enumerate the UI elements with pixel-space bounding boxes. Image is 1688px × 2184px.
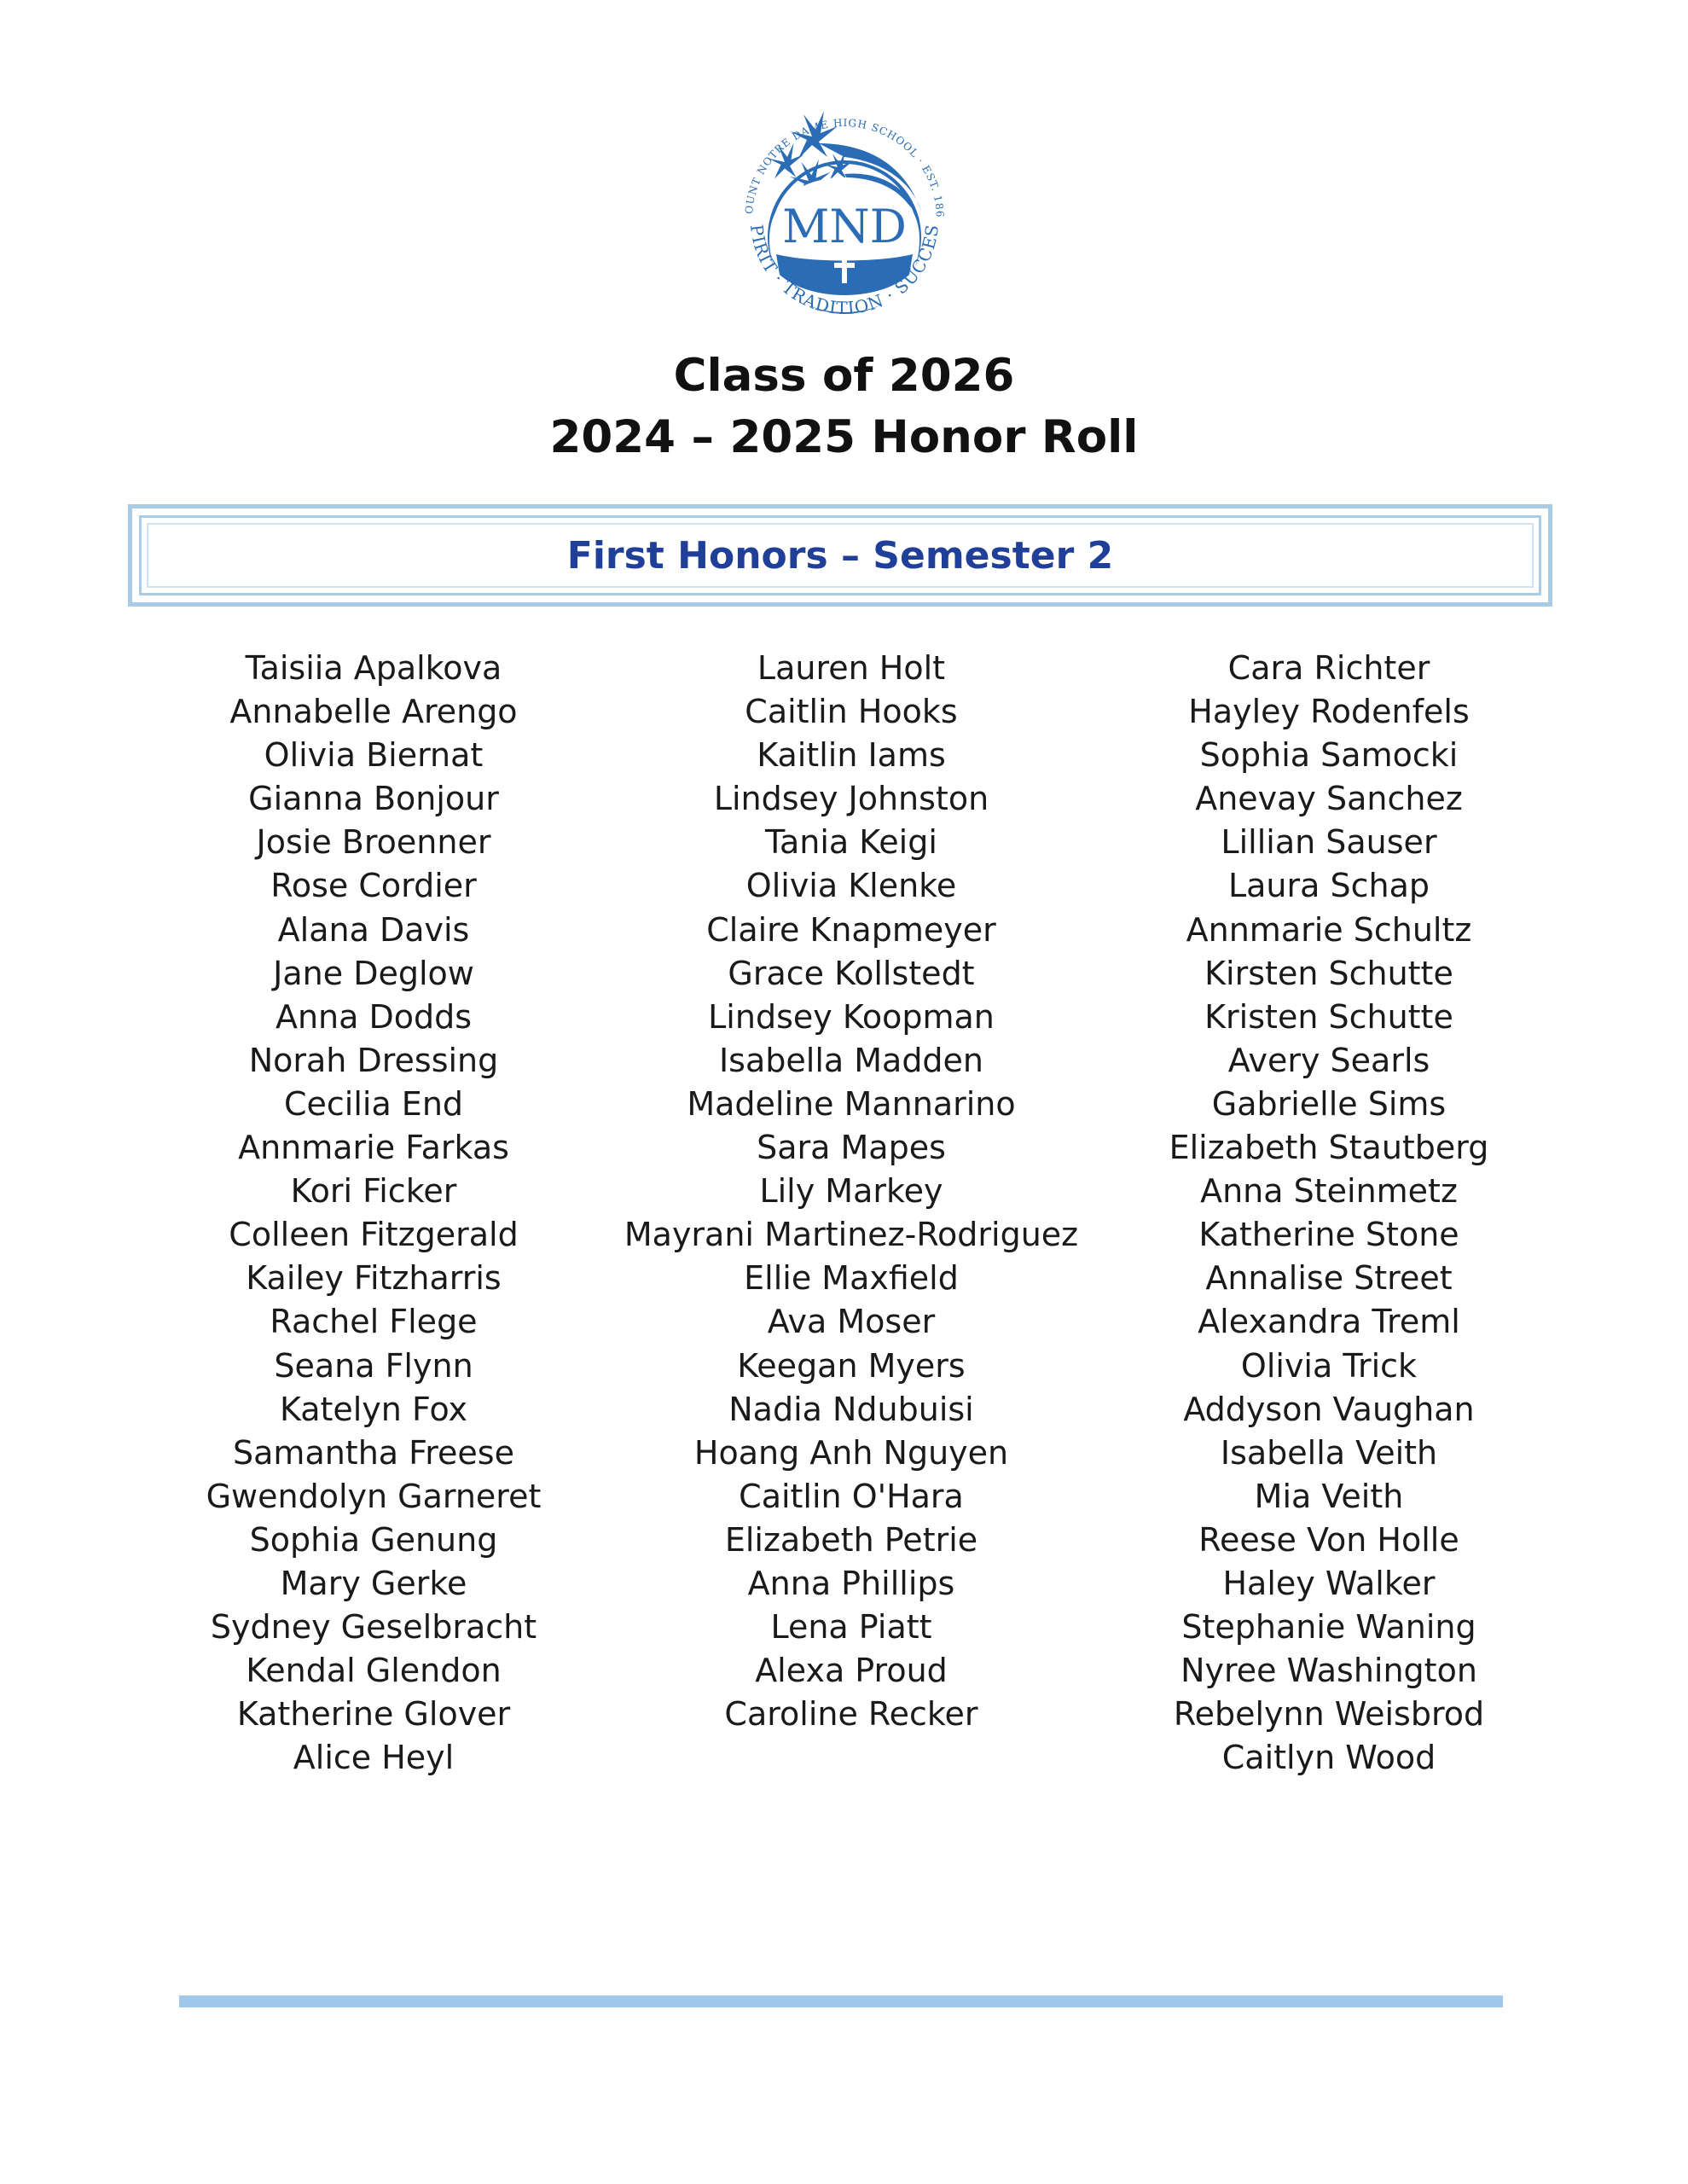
student-name: Isabella Madden: [718, 1041, 984, 1079]
student-name: Avery Searls: [1227, 1041, 1430, 1079]
student-name: Sophia Genung: [249, 1520, 498, 1559]
student-name: Taisiia Apalkova: [245, 649, 502, 687]
student-name: Stephanie Waning: [1181, 1608, 1476, 1647]
student-name: Isabella Veith: [1220, 1433, 1438, 1472]
student-name: Rachel Flege: [270, 1303, 478, 1341]
student-name: Laura Schap: [1227, 867, 1430, 905]
school-logo: [716, 92, 972, 348]
student-name: Annmarie Farkas: [238, 1129, 509, 1167]
student-name: Kendal Glendon: [246, 1652, 502, 1690]
student-name: Kirsten Schutte: [1204, 954, 1453, 992]
student-name: Alice Heyl: [293, 1739, 455, 1777]
student-name: Caitlin Hooks: [745, 693, 958, 731]
banner-inner-frame: [139, 515, 1541, 595]
student-name: Kristen Schutte: [1204, 997, 1453, 1036]
student-name: Elizabeth Petrie: [724, 1520, 978, 1559]
title-class-year: Class of 2026: [673, 350, 1015, 402]
school-crest-icon: [716, 92, 972, 348]
banner-inner-frame-2: [147, 523, 1534, 588]
student-name: Cecilia End: [283, 1084, 464, 1123]
student-name: Rebelynn Weisbrod: [1173, 1695, 1485, 1734]
student-name: Annmarie Schultz: [1186, 910, 1472, 949]
svg-text:MND: MND: [782, 200, 907, 253]
svg-text:MOUNT NOTRE DAME HIGH SCHOOL ·: OUNT NOTRE DAME HIGH SCHOOL · EST. 186: [743, 116, 947, 218]
student-name: Caitlin O'Hara: [739, 1477, 964, 1515]
student-name: Alana Davis: [277, 910, 470, 949]
student-name: Katherine Glover: [236, 1695, 511, 1734]
student-name: Claire Knapmeyer: [706, 910, 996, 949]
student-name: Madeline Mannarino: [687, 1084, 1016, 1123]
student-name: Lindsey Johnston: [713, 780, 989, 818]
student-name: Keegan Myers: [737, 1346, 966, 1385]
student-name: Rose Cordier: [270, 867, 477, 905]
student-name: Kailey Fitzharris: [246, 1259, 502, 1298]
student-name: Sydney Geselbracht: [210, 1608, 537, 1647]
section-title: First Honors – Semester 2: [566, 533, 1114, 578]
student-name: Olivia Biernat: [264, 736, 484, 775]
student-name: Hayley Rodenfels: [1188, 693, 1470, 731]
student-name: Haley Walker: [1222, 1564, 1436, 1602]
student-name: Hoang Anh Nguyen: [693, 1433, 1009, 1472]
student-name: Lauren Holt: [757, 649, 946, 687]
student-name: Anevay Sanchez: [1195, 780, 1463, 818]
student-name: Anna Steinmetz: [1200, 1172, 1458, 1211]
student-name: Olivia Trick: [1240, 1346, 1418, 1385]
student-name: Alexa Proud: [755, 1652, 948, 1690]
student-name: Annabelle Arengo: [229, 693, 518, 731]
student-name: Seana Flynn: [274, 1346, 473, 1385]
student-name: Gwendolyn Garneret: [206, 1477, 542, 1515]
student-name: Colleen Fitzgerald: [229, 1216, 519, 1254]
student-name: Gianna Bonjour: [248, 780, 499, 818]
title-honor-roll: 2024 – 2025 Honor Roll: [549, 411, 1139, 463]
student-name: Mayrani Martinez-Rodriguez: [624, 1216, 1079, 1254]
student-name: Ava Moser: [767, 1303, 936, 1341]
student-name: Tania Keigi: [765, 823, 937, 862]
student-name: Lillian Sauser: [1221, 823, 1437, 862]
student-name: Josie Broenner: [256, 823, 491, 862]
student-name: Lena Piatt: [770, 1608, 932, 1647]
student-name: Nyree Washington: [1180, 1652, 1477, 1690]
student-name: Sara Mapes: [757, 1129, 946, 1167]
section-banner: [128, 504, 1552, 607]
student-name: Caroline Recker: [724, 1695, 978, 1734]
student-name: Olivia Klenke: [745, 867, 957, 905]
student-name: Alexandra Treml: [1198, 1303, 1460, 1341]
student-name: Elizabeth Stautberg: [1169, 1129, 1489, 1167]
svg-text:SPIRIT · TRADITION · SUCCESS: PIRIT · TRADITION · SUCCES: [745, 223, 943, 319]
student-name: Norah Dressing: [248, 1041, 499, 1079]
student-name: Sophia Samocki: [1199, 736, 1459, 775]
student-name: Mia Veith: [1254, 1477, 1404, 1515]
student-name: Addyson Vaughan: [1183, 1390, 1475, 1428]
names-column-1: [118, 647, 629, 1780]
student-name: Katherine Stone: [1198, 1216, 1459, 1254]
honor-roll-names: [0, 647, 1688, 1798]
student-name: Anna Dodds: [275, 997, 473, 1036]
page-title: [0, 346, 1688, 468]
names-column-2: [595, 647, 1107, 1736]
student-name: Mary Gerke: [280, 1564, 467, 1602]
student-name: Samantha Freese: [233, 1433, 514, 1472]
student-name: Ellie Maxfield: [744, 1259, 959, 1298]
student-name: Nadia Ndubuisi: [728, 1390, 974, 1428]
student-name: Reese Von Holle: [1198, 1520, 1459, 1559]
student-name: Lindsey Koopman: [708, 997, 995, 1036]
names-column-3: [1073, 647, 1585, 1780]
student-name: Caitlyn Wood: [1221, 1739, 1436, 1777]
footer-divider: [179, 1995, 1503, 2007]
student-name: Kaitlin Iams: [757, 736, 946, 775]
student-name: Cara Richter: [1227, 649, 1430, 687]
student-name: Katelyn Fox: [279, 1390, 468, 1428]
student-name: Jane Deglow: [273, 954, 474, 992]
student-name: Gabrielle Sims: [1211, 1084, 1447, 1123]
student-name: Kori Ficker: [290, 1172, 457, 1211]
student-name: Lily Markey: [759, 1172, 943, 1211]
student-name: Grace Kollstedt: [728, 954, 975, 992]
student-name: Annalise Street: [1205, 1259, 1453, 1298]
student-name: Anna Phillips: [747, 1564, 955, 1602]
